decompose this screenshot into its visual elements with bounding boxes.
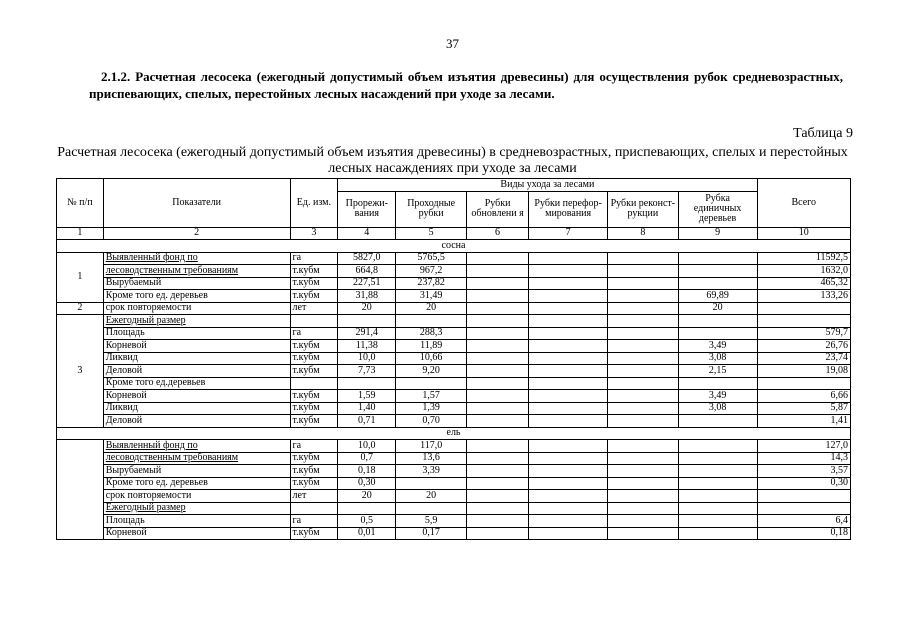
thinning-value: 10,0: [338, 440, 396, 453]
renewal-value: [466, 352, 528, 365]
renewal-value: [466, 502, 528, 515]
reconstruction-value: [608, 290, 679, 303]
reforming-value: [529, 527, 608, 540]
renewal-value: [466, 477, 528, 490]
thinning-value: 5827,0: [338, 252, 396, 265]
unit-cell: [290, 502, 338, 515]
reconstruction-value: [608, 515, 679, 528]
reconstruction-value: [608, 252, 679, 265]
indicator-cell: срок повторяемости: [103, 302, 290, 315]
single-trees-value: [678, 515, 757, 528]
reconstruction-value: [608, 377, 679, 390]
row-number: 3: [57, 315, 104, 428]
indicator-cell: Деловой: [103, 415, 290, 428]
thinning-value: 20: [338, 302, 396, 315]
thinning-value: 1,59: [338, 390, 396, 403]
passing-value: 3,39: [396, 465, 467, 478]
reconstruction-value: [608, 490, 679, 503]
table-row: [57, 290, 851, 303]
indicator-cell: лесоводственным требованиям: [103, 452, 290, 465]
indicator-cell: Кроме того ед. деревьев: [103, 477, 290, 490]
table-row: [57, 327, 851, 340]
single-trees-value: 69,89: [678, 290, 757, 303]
passing-value: 117,0: [396, 440, 467, 453]
column-number: 9: [678, 227, 757, 240]
reforming-value: [529, 265, 608, 278]
indicator-cell: Корневой: [103, 340, 290, 353]
unit-cell: га: [290, 252, 338, 265]
thinning-value: [338, 377, 396, 390]
header-total: Всего: [757, 179, 850, 228]
section-heading-text: Расчетная лесосека (ежегодный допустимый объем изъятия древесины) для осуществления рубок средневозрастных, приспевающих, спелых, перестойных лесных насаждений при уходе за лесами.: [89, 69, 844, 101]
reconstruction-value: [608, 352, 679, 365]
allowable-cut-table: [56, 178, 851, 540]
indicator-cell: Ежегодный размер: [103, 315, 290, 328]
reforming-value: [529, 440, 608, 453]
reforming-value: [529, 515, 608, 528]
total-value: 5,87: [757, 402, 850, 415]
table-row: [57, 265, 851, 278]
renewal-value: [466, 327, 528, 340]
unit-cell: [290, 315, 338, 328]
total-value: [757, 377, 850, 390]
header-unit: Ед. изм.: [290, 179, 338, 228]
header-num: № п/п: [57, 179, 104, 228]
renewal-value: [466, 515, 528, 528]
row-number: 1: [57, 252, 104, 302]
table-row: [57, 365, 851, 378]
unit-cell: га: [290, 327, 338, 340]
reconstruction-value: [608, 502, 679, 515]
reconstruction-value: [608, 277, 679, 290]
total-value: 23,74: [757, 352, 850, 365]
reconstruction-value: [608, 527, 679, 540]
table-row: [57, 465, 851, 478]
passing-value: 13,6: [396, 452, 467, 465]
unit-cell: т.кубм: [290, 402, 338, 415]
total-value: [757, 502, 850, 515]
single-trees-value: [678, 440, 757, 453]
thinning-value: 0,01: [338, 527, 396, 540]
column-number: 8: [608, 227, 679, 240]
renewal-value: [466, 265, 528, 278]
indicator-cell: Кроме того ед.деревьев: [103, 377, 290, 390]
table-row: [57, 302, 851, 315]
total-value: 11592,5: [757, 252, 850, 265]
unit-cell: т.кубм: [290, 365, 338, 378]
renewal-value: [466, 465, 528, 478]
table-row: [57, 277, 851, 290]
total-value: 579,7: [757, 327, 850, 340]
thinning-value: [338, 315, 396, 328]
thinning-value: 227,51: [338, 277, 396, 290]
passing-value: 0,17: [396, 527, 467, 540]
column-number: 1: [57, 227, 104, 240]
reconstruction-value: [608, 327, 679, 340]
passing-value: 237,82: [396, 277, 467, 290]
single-trees-value: [678, 277, 757, 290]
table-body: [57, 240, 851, 540]
unit-cell: т.кубм: [290, 415, 338, 428]
renewal-value: [466, 277, 528, 290]
reforming-value: [529, 402, 608, 415]
passing-value: 20: [396, 490, 467, 503]
unit-cell: т.кубм: [290, 477, 338, 490]
indicator-cell: Площадь: [103, 327, 290, 340]
reconstruction-value: [608, 315, 679, 328]
passing-value: 288,3: [396, 327, 467, 340]
reforming-value: [529, 415, 608, 428]
renewal-value: [466, 402, 528, 415]
single-trees-value: [678, 415, 757, 428]
total-value: 1,41: [757, 415, 850, 428]
single-trees-value: 3,08: [678, 352, 757, 365]
table-row: [57, 440, 851, 453]
indicator-cell: Ликвид: [103, 352, 290, 365]
unit-cell: лет: [290, 490, 338, 503]
single-trees-value: [678, 377, 757, 390]
thinning-value: 10,0: [338, 352, 396, 365]
passing-value: [396, 477, 467, 490]
single-trees-value: [678, 315, 757, 328]
thinning-value: 291,4: [338, 327, 396, 340]
total-value: 127,0: [757, 440, 850, 453]
unit-cell: т.кубм: [290, 352, 338, 365]
thinning-value: 20: [338, 490, 396, 503]
thinning-value: 7,73: [338, 365, 396, 378]
total-value: 14,3: [757, 452, 850, 465]
header-indicator: Показатели: [103, 179, 290, 228]
row-number: 2: [57, 302, 104, 315]
passing-value: 0,70: [396, 415, 467, 428]
passing-value: 1,39: [396, 402, 467, 415]
reconstruction-value: [608, 440, 679, 453]
table-row: [57, 477, 851, 490]
unit-cell: т.кубм: [290, 452, 338, 465]
header-passing: Проходные рубки: [396, 191, 467, 227]
unit-cell: лет: [290, 302, 338, 315]
indicator-cell: Ликвид: [103, 402, 290, 415]
table-row: [57, 490, 851, 503]
passing-value: 20: [396, 302, 467, 315]
section-row: [57, 240, 851, 253]
total-value: 0,18: [757, 527, 850, 540]
reconstruction-value: [608, 402, 679, 415]
renewal-value: [466, 340, 528, 353]
column-number: 6: [466, 227, 528, 240]
total-value: 19,08: [757, 365, 850, 378]
reconstruction-value: [608, 477, 679, 490]
renewal-value: [466, 390, 528, 403]
table-title: Расчетная лесосека (ежегодный допустимый объем изъятия древесины) в средневозрастных, приспевающих, спелых и перестойных лесных насаждениях при уходе за лесами: [57, 145, 848, 176]
thinning-value: 11,38: [338, 340, 396, 353]
reforming-value: [529, 477, 608, 490]
renewal-value: [466, 377, 528, 390]
passing-value: 10,66: [396, 352, 467, 365]
single-trees-value: [678, 527, 757, 540]
table-label: Таблица 9: [793, 126, 853, 141]
single-trees-value: [678, 477, 757, 490]
reforming-value: [529, 490, 608, 503]
section-heading: [89, 68, 843, 102]
column-number: 10: [757, 227, 850, 240]
renewal-value: [466, 415, 528, 428]
thinning-value: 0,30: [338, 477, 396, 490]
passing-value: 5765,5: [396, 252, 467, 265]
reforming-value: [529, 327, 608, 340]
thinning-value: 0,71: [338, 415, 396, 428]
table-row: [57, 377, 851, 390]
total-value: 6,4: [757, 515, 850, 528]
indicator-cell: Площадь: [103, 515, 290, 528]
table-row: [57, 315, 851, 328]
single-trees-value: [678, 452, 757, 465]
reconstruction-value: [608, 452, 679, 465]
thinning-value: 1,40: [338, 402, 396, 415]
passing-value: 11,89: [396, 340, 467, 353]
passing-value: [396, 502, 467, 515]
reconstruction-value: [608, 465, 679, 478]
indicator-cell: лесоводственным требованиям: [103, 265, 290, 278]
section-row: [57, 427, 851, 440]
header-reconstruction: Рубки реконст-рукции: [608, 191, 679, 227]
reforming-value: [529, 452, 608, 465]
table-row: [57, 527, 851, 540]
table-row: [57, 402, 851, 415]
column-number: 2: [103, 227, 290, 240]
renewal-value: [466, 290, 528, 303]
table-row: [57, 252, 851, 265]
thinning-value: 0,18: [338, 465, 396, 478]
passing-value: 5,9: [396, 515, 467, 528]
unit-cell: га: [290, 440, 338, 453]
unit-cell: т.кубм: [290, 465, 338, 478]
indicator-cell: Корневой: [103, 390, 290, 403]
indicator-cell: Кроме того ед. деревьев: [103, 290, 290, 303]
passing-value: 1,57: [396, 390, 467, 403]
total-value: [757, 315, 850, 328]
thinning-value: 31,88: [338, 290, 396, 303]
unit-cell: т.кубм: [290, 340, 338, 353]
reforming-value: [529, 377, 608, 390]
reforming-value: [529, 502, 608, 515]
thinning-value: 0,5: [338, 515, 396, 528]
thinning-value: 0,7: [338, 452, 396, 465]
header-reforming: Рубки перефор-мирования: [529, 191, 608, 227]
passing-value: 9,20: [396, 365, 467, 378]
reconstruction-value: [608, 340, 679, 353]
reconstruction-value: [608, 302, 679, 315]
indicator-cell: Ежегодный размер: [103, 502, 290, 515]
renewal-value: [466, 452, 528, 465]
unit-cell: т.кубм: [290, 290, 338, 303]
reforming-value: [529, 352, 608, 365]
renewal-value: [466, 315, 528, 328]
passing-value: 31,49: [396, 290, 467, 303]
unit-cell: га: [290, 515, 338, 528]
total-value: [757, 490, 850, 503]
single-trees-value: 2,15: [678, 365, 757, 378]
single-trees-value: 3,49: [678, 340, 757, 353]
single-trees-value: 3,08: [678, 402, 757, 415]
single-trees-value: 3,49: [678, 390, 757, 403]
total-value: 3,57: [757, 465, 850, 478]
header-renewal: Рубки обновлени я: [466, 191, 528, 227]
reforming-value: [529, 277, 608, 290]
unit-cell: т.кубм: [290, 277, 338, 290]
column-number: 4: [338, 227, 396, 240]
reforming-value: [529, 365, 608, 378]
column-number: 5: [396, 227, 467, 240]
table-row: [57, 452, 851, 465]
renewal-value: [466, 527, 528, 540]
total-value: 465,32: [757, 277, 850, 290]
row-number: [57, 440, 104, 540]
single-trees-value: [678, 465, 757, 478]
renewal-value: [466, 252, 528, 265]
renewal-value: [466, 440, 528, 453]
reforming-value: [529, 252, 608, 265]
single-trees-value: 20: [678, 302, 757, 315]
section-number: 2.1.2.: [101, 69, 131, 84]
passing-value: [396, 315, 467, 328]
table-row: [57, 502, 851, 515]
passing-value: [396, 377, 467, 390]
reforming-value: [529, 302, 608, 315]
table-row: [57, 340, 851, 353]
reforming-value: [529, 315, 608, 328]
reforming-value: [529, 340, 608, 353]
unit-cell: т.кубм: [290, 527, 338, 540]
thinning-value: [338, 502, 396, 515]
reforming-value: [529, 465, 608, 478]
indicator-cell: Корневой: [103, 527, 290, 540]
reforming-value: [529, 290, 608, 303]
total-value: 26,76: [757, 340, 850, 353]
indicator-cell: Деловой: [103, 365, 290, 378]
single-trees-value: [678, 490, 757, 503]
table-row: [57, 515, 851, 528]
indicator-cell: Выявленный фонд по: [103, 252, 290, 265]
total-value: 1632,0: [757, 265, 850, 278]
reforming-value: [529, 390, 608, 403]
thinning-value: 664,8: [338, 265, 396, 278]
header-thinning: Прорежи-вания: [338, 191, 396, 227]
section-name: ель: [57, 427, 851, 440]
indicator-cell: срок повторяемости: [103, 490, 290, 503]
table-row: [57, 390, 851, 403]
total-value: 133,26: [757, 290, 850, 303]
indicator-cell: Вырубаемый: [103, 277, 290, 290]
single-trees-value: [678, 252, 757, 265]
header-single-trees: Рубка единичных деревьев: [678, 191, 757, 227]
single-trees-value: [678, 327, 757, 340]
column-number: 7: [529, 227, 608, 240]
reconstruction-value: [608, 390, 679, 403]
unit-cell: т.кубм: [290, 390, 338, 403]
header-care-types: Виды ухода за лесами: [338, 179, 757, 192]
table-row: [57, 352, 851, 365]
reconstruction-value: [608, 415, 679, 428]
unit-cell: т.кубм: [290, 265, 338, 278]
total-value: 6,66: [757, 390, 850, 403]
renewal-value: [466, 490, 528, 503]
single-trees-value: [678, 265, 757, 278]
single-trees-value: [678, 502, 757, 515]
renewal-value: [466, 302, 528, 315]
total-value: [757, 302, 850, 315]
table-row: [57, 415, 851, 428]
renewal-value: [466, 365, 528, 378]
reconstruction-value: [608, 365, 679, 378]
indicator-cell: Выявленный фонд по: [103, 440, 290, 453]
indicator-cell: Вырубаемый: [103, 465, 290, 478]
reconstruction-value: [608, 265, 679, 278]
total-value: 0,30: [757, 477, 850, 490]
unit-cell: [290, 377, 338, 390]
column-number: 3: [290, 227, 338, 240]
page-number: 37: [446, 36, 459, 51]
passing-value: 967,2: [396, 265, 467, 278]
column-numbers-row: [57, 227, 851, 240]
table-header: [57, 179, 851, 240]
section-name: сосна: [57, 240, 851, 253]
